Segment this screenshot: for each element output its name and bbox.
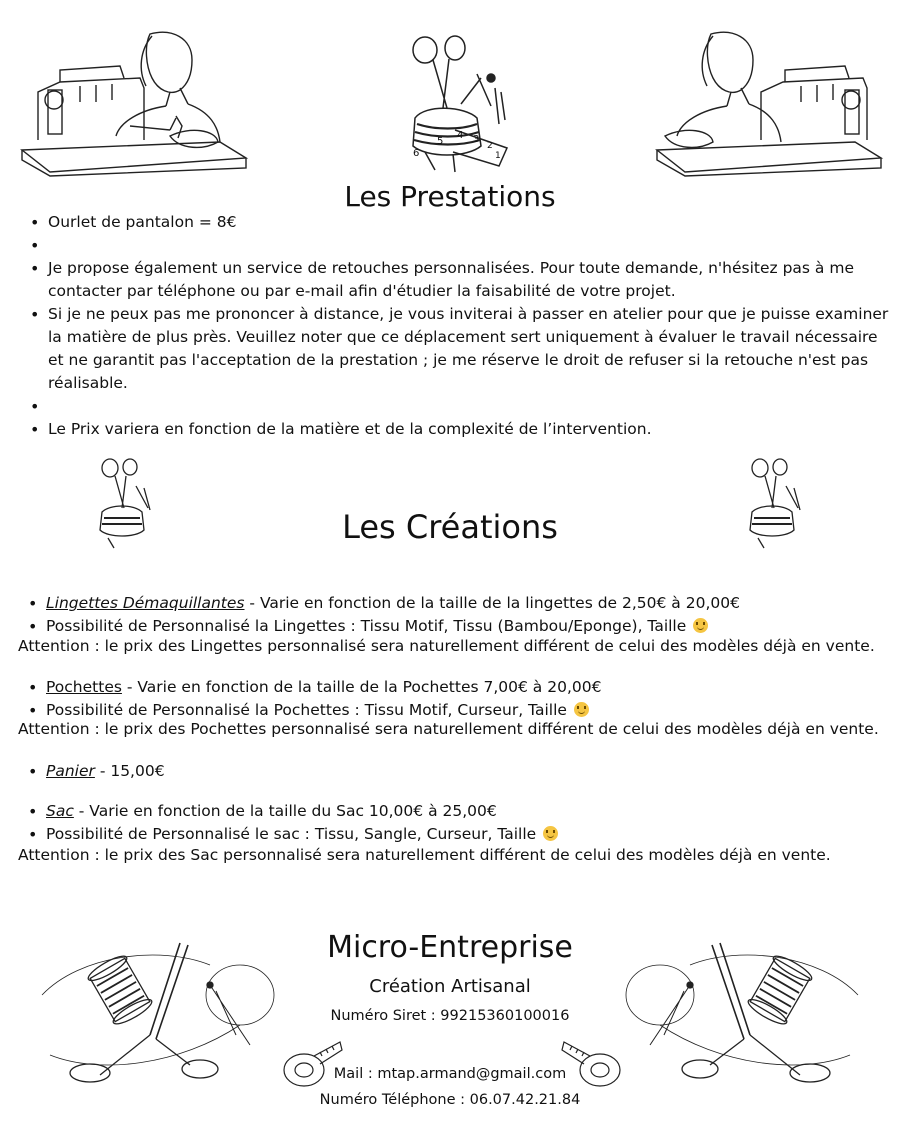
- list-spacer: [20, 234, 890, 257]
- sac-option: Possibilité de Personnalisé le sac : Tissu, Sangle, Curseur, Taille: [46, 825, 537, 843]
- lingettes-warning: Attention : le prix des Lingettes personnalisé sera naturellement différent de celui des modèles déjà en vente.: [18, 637, 875, 655]
- smile-emoji-icon: [574, 702, 589, 717]
- lingettes-link[interactable]: Lingettes Démaquillantes: [46, 594, 245, 612]
- phone-number[interactable]: Numéro Téléphone : 06.07.42.21.84: [319, 1092, 581, 1108]
- company-subtitle: Création Artisanal: [369, 976, 531, 997]
- smile-emoji-icon: [543, 826, 558, 841]
- svg-text:3: 3: [473, 134, 480, 145]
- svg-text:6: 6: [413, 148, 420, 159]
- tape-measure-icon-right: [560, 1036, 624, 1092]
- pochettes-option: Possibilité de Personnalisé la Pochettes : Tissu Motif, Curseur, Taille: [46, 701, 567, 719]
- list-item: [18, 823, 898, 846]
- svg-text:5: 5: [437, 136, 444, 147]
- siret-number: Numéro Siret : 99215360100016: [330, 1008, 570, 1024]
- creations-sac-list: [18, 800, 898, 846]
- lingettes-option: Possibilité de Personnalisé la Lingettes : Tissu Motif, Tissu (Bambou/Eponge), Taille: [46, 617, 687, 635]
- list-item: [18, 592, 898, 615]
- creations-lingettes-list: [18, 592, 898, 638]
- panier-desc: - 15,00€: [94, 762, 165, 780]
- pochettes-warning: Attention : le prix des Pochettes personnalisé sera naturellement différent de celui des modèles déjà en vente.: [18, 720, 879, 738]
- smile-emoji-icon: [693, 618, 708, 633]
- creations-pochettes-list: [18, 676, 898, 722]
- prestations-title: Les Prestations: [344, 180, 556, 213]
- creations-title: Les Créations: [342, 508, 558, 546]
- sac-warning: Attention : le prix des Sac personnalisé sera naturellement différent de celui des modèles déjà en vente.: [18, 846, 831, 864]
- list-item: • Si je ne peux pas me prononcer à distance, je vous inviterai à passer en atelier pour que je puisse examiner la matière de plus près. Veuillez noter que ce déplacement sert uniquement à évaluer le travail nécessaire et ne garantit pas l'acceptation de la prestation ; je me réserve le droit de refuser si la retouche n'est pas réalisable.: [20, 303, 890, 395]
- sac-desc: - Varie en fonction de la taille du Sac 10,00€ à 25,00€: [73, 802, 497, 820]
- list-item: • Je propose également un service de retouches personnalisées. Pour toute demande, n'hésitez pas à me contacter par téléphone ou par e-mail afin d'étudier la faisabilité de votre projet.: [20, 257, 890, 303]
- svg-text:4: 4: [457, 130, 464, 141]
- seamstress-illustration-left: [20, 30, 250, 180]
- svg-text:2: 2: [487, 141, 493, 151]
- list-item: • Ourlet de pantalon = 8€: [20, 211, 890, 234]
- panier-link[interactable]: Panier: [46, 762, 95, 780]
- company-type: Micro-Entreprise: [327, 930, 573, 965]
- seamstress-illustration-right: [655, 30, 885, 180]
- sewing-tools-illustration: [395, 34, 515, 174]
- list-item: • Le Prix variera en fonction de la matière et de la complexité de l’intervention.: [20, 418, 890, 441]
- prestations-list: [20, 211, 890, 441]
- list-item: [18, 800, 898, 823]
- sac-link[interactable]: Sac: [46, 802, 74, 820]
- list-spacer: [20, 395, 890, 418]
- pochettes-link[interactable]: Pochettes: [46, 678, 122, 696]
- tape-measure-icon-left: [280, 1036, 344, 1092]
- list-item: [18, 676, 898, 699]
- email-address[interactable]: Mail : mtap.armand@gmail.com: [333, 1066, 567, 1082]
- svg-text:1: 1: [495, 151, 501, 161]
- list-item: [18, 760, 898, 783]
- creations-panier-list: [18, 760, 898, 783]
- pochettes-desc: - Varie en fonction de la taille de la Pochettes 7,00€ à 20,00€: [121, 678, 602, 696]
- lingettes-desc: - Varie en fonction de la taille de la lingettes de 2,50€ à 20,00€: [244, 594, 740, 612]
